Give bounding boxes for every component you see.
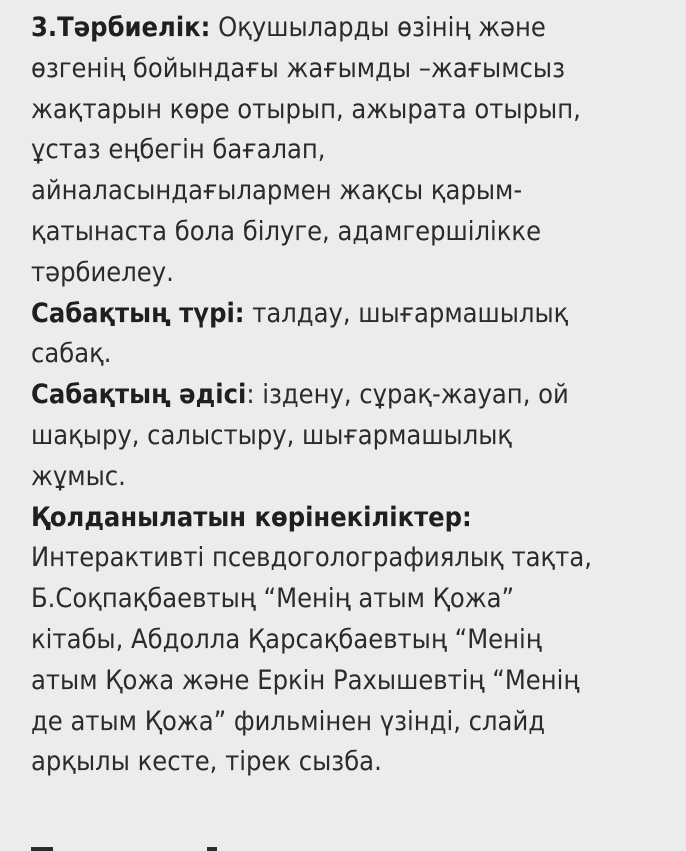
upbringing-text-3: жақтарын көре отырып, ажырата отырып, xyxy=(31,93,581,125)
upbringing-text-1: Оқушыларды өзінің және xyxy=(210,12,546,43)
lesson-type-line-1 xyxy=(31,298,568,329)
cut-off-glyph xyxy=(207,847,217,851)
lesson-method-label: Сабақтың әдісі xyxy=(31,379,247,411)
lesson-method-text-2: шақыру, салыстыру, шығармашылық xyxy=(31,419,513,451)
cut-off-glyph xyxy=(31,847,53,851)
upbringing-text-4: ұстаз еңбегін бағалап, xyxy=(31,134,326,166)
lesson-method-paragraph xyxy=(31,375,683,497)
visual-aids-text-1: Интерактивті псевдоголографиялық тақта, xyxy=(31,542,592,574)
upbringing-text-2: өзгенің бойындағы жағымды –жағымсыз xyxy=(31,52,566,84)
lesson-type-text-1: талдау, шығармашылық xyxy=(244,297,569,329)
lesson-method-text-3: жұмыс. xyxy=(31,460,126,492)
upbringing-line-1 xyxy=(31,12,546,43)
lesson-type-text-2: сабақ. xyxy=(31,338,112,370)
visual-aids-paragraph xyxy=(31,498,683,784)
document-text xyxy=(31,8,683,783)
lesson-type-label: Сабақтың түрі: xyxy=(31,297,245,329)
upbringing-paragraph xyxy=(31,8,683,294)
visual-aids-text-4: атым Қожа және Еркін Рахышевтің “Менің xyxy=(31,664,580,696)
lesson-method-text-1: : іздену, сұрақ-жауап, ой xyxy=(246,379,569,411)
upbringing-text-5: айналасындағылармен жақсы қарым- xyxy=(31,175,523,207)
lesson-type-paragraph xyxy=(31,294,683,376)
upbringing-text-6: қатынаста бола білуге, адамгершілікке xyxy=(31,215,542,247)
visual-aids-text-5: де атым Қожа” фильмінен үзінді, слайд xyxy=(31,705,546,737)
visual-aids-label: Қолданылатын көрінекіліктер: xyxy=(31,501,472,533)
cut-off-next-line xyxy=(31,836,231,851)
upbringing-text-7: тәрбиелеу. xyxy=(31,256,174,288)
visual-aids-text-2: Б.Соқпақбаевтың “Менің атым Қожа” xyxy=(31,583,515,615)
visual-aids-text-6: арқылы кесте, тірек сызба. xyxy=(31,746,382,778)
visual-aids-text-3: кітабы, Абдолла Қарсақбаевтың “Менің xyxy=(31,623,542,655)
upbringing-label: 3.Тәрбиелік: xyxy=(31,12,211,43)
lesson-method-line-1 xyxy=(31,379,569,410)
